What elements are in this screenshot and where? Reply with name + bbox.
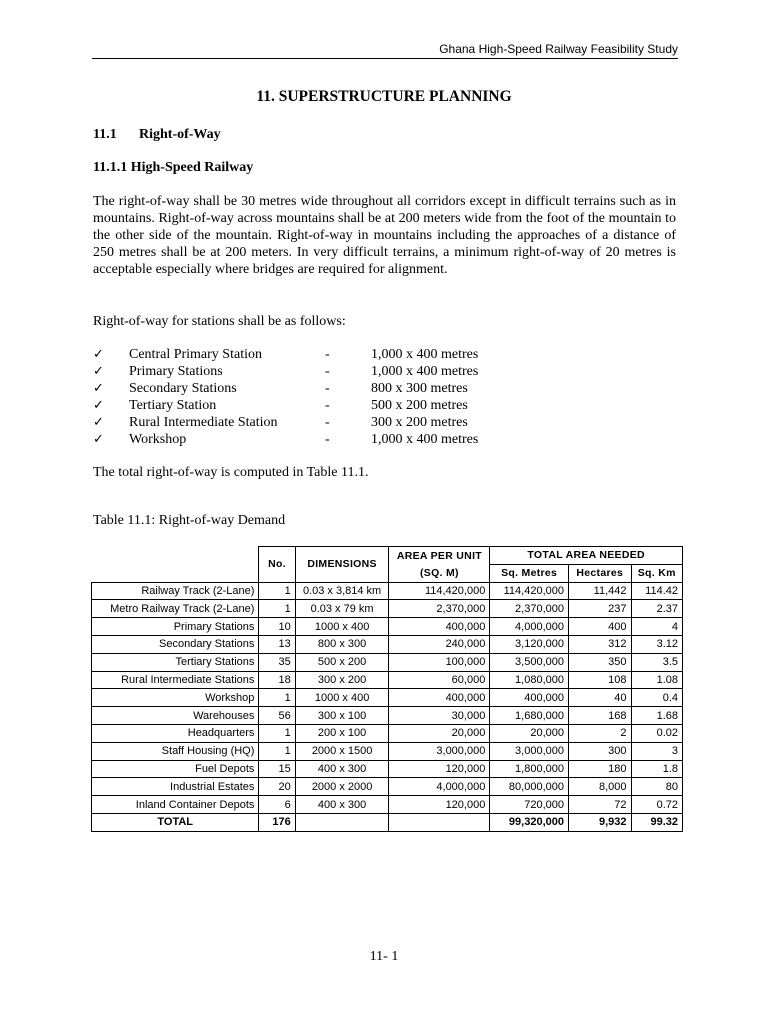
total-note-paragraph: The total right-of-way is computed in Table 11.1. (93, 465, 369, 480)
right-of-way-demand-table (91, 546, 683, 832)
cell-sq-km: 1.8 (631, 760, 683, 778)
cell-hectares: 400 (568, 618, 631, 636)
cell-area-per-unit: 3,000,000 (389, 742, 490, 760)
station-dash: - (325, 398, 330, 413)
cell-no: 13 (259, 635, 295, 653)
header-sq-km: Sq. Km (631, 564, 683, 582)
cell-dimensions: 2000 x 2000 (295, 778, 389, 796)
cell-sq-metres: 2,370,000 (490, 600, 569, 618)
station-size: 1,000 x 400 metres (371, 364, 479, 379)
station-list-item (93, 380, 478, 397)
cell-no: 56 (259, 707, 295, 725)
table-row (92, 618, 683, 636)
cell-item: Tertiary Stations (92, 653, 259, 671)
cell-sq-metres: 1,080,000 (490, 671, 569, 689)
cell-dimensions: 0.03 x 79 km (295, 600, 389, 618)
cell-area-per-unit: 2,370,000 (389, 600, 490, 618)
cell-item: Industrial Estates (92, 778, 259, 796)
cell-item: Secondary Stations (92, 635, 259, 653)
cell-area-per-unit: 20,000 (389, 724, 490, 742)
cell-no: 1 (259, 724, 295, 742)
checkmark-icon: ✓ (93, 364, 104, 379)
cell-sq-km: 1.68 (631, 707, 683, 725)
table-row (92, 582, 683, 600)
cell-area-per-unit: 4,000,000 (389, 778, 490, 796)
checkmark-icon: ✓ (93, 381, 104, 396)
cell-hectares: 8,000 (568, 778, 631, 796)
total-label: TOTAL (92, 813, 259, 831)
station-dash: - (325, 381, 330, 396)
cell-dimensions: 400 x 300 (295, 760, 389, 778)
cell-hectares: 11,442 (568, 582, 631, 600)
cell-item: Fuel Depots (92, 760, 259, 778)
cell-hectares: 350 (568, 653, 631, 671)
station-name: Primary Stations (129, 364, 223, 379)
cell-sq-metres: 20,000 (490, 724, 569, 742)
cell-no: 18 (259, 671, 295, 689)
cell-item: Primary Stations (92, 618, 259, 636)
stations-intro-paragraph: Right-of-way for stations shall be as follows: (93, 314, 346, 329)
header-area-unit: (SQ. M) (389, 564, 490, 582)
cell-no: 10 (259, 618, 295, 636)
station-size: 500 x 200 metres (371, 398, 468, 413)
cell-no: 35 (259, 653, 295, 671)
station-list (93, 346, 478, 448)
total-sq-metres: 99,320,000 (490, 813, 569, 831)
station-list-item (93, 414, 478, 431)
cell-sq-metres: 400,000 (490, 689, 569, 707)
cell-item: Staff Housing (HQ) (92, 742, 259, 760)
total-dim-empty (295, 813, 389, 831)
cell-area-per-unit: 400,000 (389, 618, 490, 636)
cell-sq-metres: 1,680,000 (490, 707, 569, 725)
total-sq-km: 99.32 (631, 813, 683, 831)
cell-item: Rural Intermediate Stations (92, 671, 259, 689)
cell-sq-km: 1.08 (631, 671, 683, 689)
station-size: 1,000 x 400 metres (371, 347, 479, 362)
header-area-per-unit (389, 547, 490, 565)
cell-no: 20 (259, 778, 295, 796)
cell-sq-km: 0.72 (631, 796, 683, 814)
cell-dimensions: 200 x 100 (295, 724, 389, 742)
cell-hectares: 180 (568, 760, 631, 778)
cell-hectares: 108 (568, 671, 631, 689)
cell-dimensions: 0.03 x 3,814 km (295, 582, 389, 600)
cell-area-per-unit: 30,000 (389, 707, 490, 725)
cell-hectares: 40 (568, 689, 631, 707)
subsection-title: High-Speed Railway (130, 160, 254, 175)
section-heading (93, 127, 221, 143)
checkmark-icon: ✓ (93, 398, 104, 413)
table-header-row (92, 547, 683, 565)
cell-no: 6 (259, 796, 295, 814)
cell-hectares: 168 (568, 707, 631, 725)
table-row (92, 671, 683, 689)
checkmark-icon: ✓ (93, 415, 104, 430)
cell-dimensions: 300 x 200 (295, 671, 389, 689)
cell-dimensions: 1000 x 400 (295, 689, 389, 707)
header-dimensions: DIMENSIONS (295, 547, 389, 583)
cell-item: Warehouses (92, 707, 259, 725)
cell-area-per-unit: 114,420,000 (389, 582, 490, 600)
cell-area-per-unit: 240,000 (389, 635, 490, 653)
cell-dimensions: 1000 x 400 (295, 618, 389, 636)
section-number: 11.1 (93, 127, 117, 142)
intro-paragraph: The right-of-way shall be 30 metres wide throughout all corridors except in difficult terrains such as in mountains. Right-of-way across mountains shall be at 200 meters wide from the foot of the mountain to the other side of the mountain. Right-of-way in mountains including the approaches of a distance of 250 metres shall be at 200 meters. In very difficult terrains, a minimum right-of-way of 20 metres is acceptable especially where bridges are required for alignment. (93, 194, 676, 277)
cell-item: Metro Railway Track (2-Lane) (92, 600, 259, 618)
cell-no: 1 (259, 742, 295, 760)
table-row (92, 707, 683, 725)
total-hectares: 9,932 (568, 813, 631, 831)
total-no: 176 (259, 813, 295, 831)
cell-dimensions: 800 x 300 (295, 635, 389, 653)
chapter-title: 11. SUPERSTRUCTURE PLANNING (256, 88, 512, 105)
section-title: Right-of-Way (139, 127, 221, 142)
cell-dimensions: 300 x 100 (295, 707, 389, 725)
checkmark-icon: ✓ (93, 432, 104, 447)
cell-area-per-unit: 400,000 (389, 689, 490, 707)
station-list-item (93, 346, 478, 363)
page-number: 11- 1 (369, 949, 399, 964)
cell-hectares: 312 (568, 635, 631, 653)
cell-sq-metres: 3,120,000 (490, 635, 569, 653)
header-hectares: Hectares (568, 564, 631, 582)
cell-hectares: 300 (568, 742, 631, 760)
document-title: Ghana High-Speed Railway Feasibility Study (439, 42, 678, 56)
cell-sq-metres: 80,000,000 (490, 778, 569, 796)
table-row (92, 689, 683, 707)
cell-sq-km: 80 (631, 778, 683, 796)
station-name: Central Primary Station (129, 347, 262, 362)
station-list-item (93, 397, 478, 414)
table-total-row (92, 813, 683, 831)
cell-dimensions: 400 x 300 (295, 796, 389, 814)
station-dash: - (325, 364, 330, 379)
cell-item: Workshop (92, 689, 259, 707)
cell-sq-metres: 114,420,000 (490, 582, 569, 600)
station-list-item (93, 363, 478, 380)
table-row (92, 653, 683, 671)
cell-item: Headquarters (92, 724, 259, 742)
subsection-number: 11.1.1 (93, 160, 128, 175)
table-row (92, 600, 683, 618)
station-list-item (93, 431, 478, 448)
cell-sq-km: 3.12 (631, 635, 683, 653)
cell-area-per-unit: 120,000 (389, 760, 490, 778)
cell-no: 1 (259, 689, 295, 707)
cell-no: 1 (259, 582, 295, 600)
header-divider (92, 58, 678, 59)
cell-hectares: 237 (568, 600, 631, 618)
station-dash: - (325, 415, 330, 430)
subsection-heading (93, 160, 253, 176)
header-total-area: TOTAL AREA NEEDED (490, 547, 683, 565)
header-area-per-unit-label: AREA PER UNIT (396, 549, 482, 562)
cell-dimensions: 2000 x 1500 (295, 742, 389, 760)
table-row (92, 796, 683, 814)
cell-area-per-unit: 60,000 (389, 671, 490, 689)
station-name: Rural Intermediate Station (129, 415, 278, 430)
station-size: 1,000 x 400 metres (371, 432, 479, 447)
cell-dimensions: 500 x 200 (295, 653, 389, 671)
cell-hectares: 2 (568, 724, 631, 742)
station-dash: - (325, 347, 330, 362)
cell-sq-metres: 3,000,000 (490, 742, 569, 760)
station-size: 300 x 200 metres (371, 415, 468, 430)
cell-no: 15 (259, 760, 295, 778)
cell-no: 1 (259, 600, 295, 618)
table-body (92, 582, 683, 813)
table-row (92, 760, 683, 778)
cell-sq-km: 4 (631, 618, 683, 636)
cell-sq-km: 3.5 (631, 653, 683, 671)
station-dash: - (325, 432, 330, 447)
header-sq-metres: Sq. Metres (490, 564, 569, 582)
header-blank-cell (92, 547, 259, 583)
cell-item: Railway Track (2-Lane) (92, 582, 259, 600)
table-row (92, 724, 683, 742)
station-name: Secondary Stations (129, 381, 237, 396)
cell-item: Inland Container Depots (92, 796, 259, 814)
total-area-empty (389, 813, 490, 831)
station-name: Workshop (129, 432, 187, 447)
station-name: Tertiary Station (129, 398, 217, 413)
table-row (92, 742, 683, 760)
cell-sq-km: 3 (631, 742, 683, 760)
cell-sq-km: 114.42 (631, 582, 683, 600)
cell-sq-km: 0.4 (631, 689, 683, 707)
cell-sq-metres: 1,800,000 (490, 760, 569, 778)
cell-sq-metres: 720,000 (490, 796, 569, 814)
cell-hectares: 72 (568, 796, 631, 814)
cell-sq-metres: 3,500,000 (490, 653, 569, 671)
station-size: 800 x 300 metres (371, 381, 468, 396)
cell-sq-km: 2.37 (631, 600, 683, 618)
cell-area-per-unit: 100,000 (389, 653, 490, 671)
table-row (92, 635, 683, 653)
cell-sq-metres: 4,000,000 (490, 618, 569, 636)
cell-sq-km: 0.02 (631, 724, 683, 742)
checkmark-icon: ✓ (93, 347, 104, 362)
header-no: No. (259, 547, 295, 583)
table-caption: Table 11.1: Right-of-way Demand (93, 513, 286, 528)
cell-area-per-unit: 120,000 (389, 796, 490, 814)
table-row (92, 778, 683, 796)
